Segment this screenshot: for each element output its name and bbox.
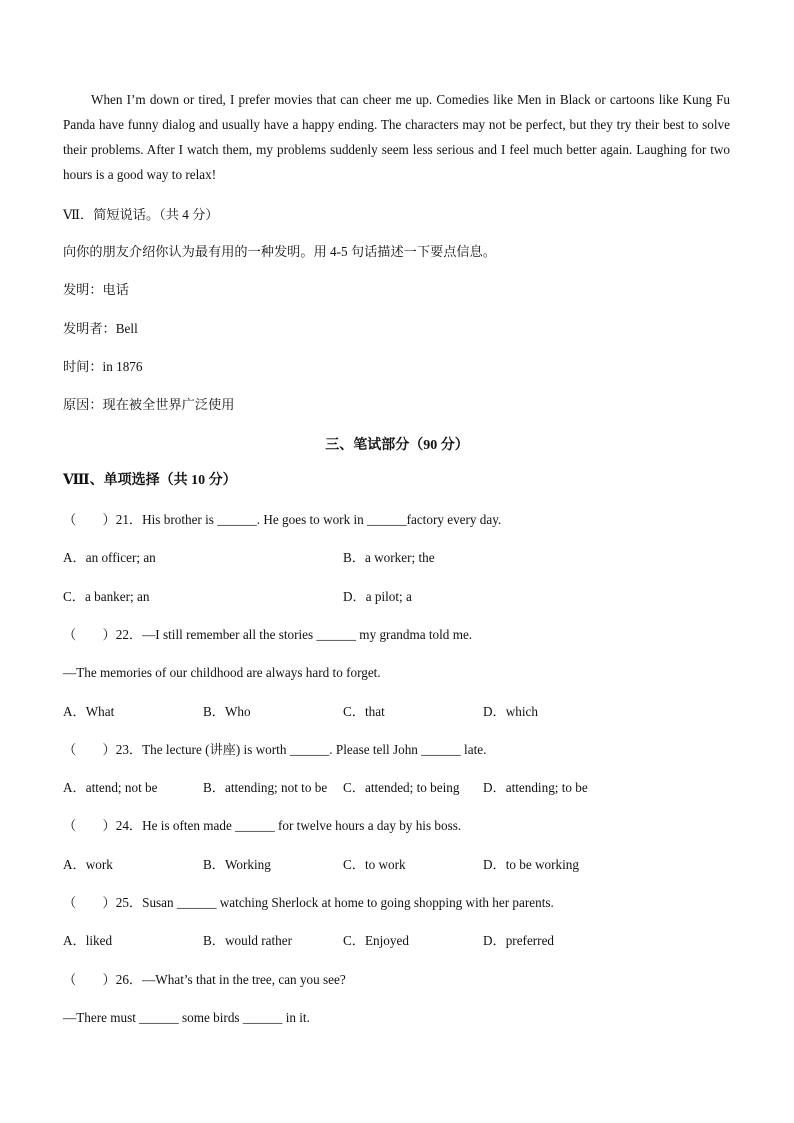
question-22-option-d: D．which — [483, 704, 538, 719]
question-25-option-d: D．preferred — [483, 933, 555, 948]
question-21-stem: （ ）21．His brother is ______. He goes to work in ______factory every day. — [63, 512, 502, 527]
question-23-option-a: A．attend; not be — [63, 780, 158, 795]
question-24-option-d: D．to be working — [483, 857, 579, 872]
question-22-option-b: B．Who — [203, 704, 251, 719]
question-21-option-a: A．an officer; an — [63, 550, 156, 565]
question-25-option-c: C．Enjoyed — [343, 933, 409, 948]
question-26-reply: —There must ______ some birds ______ in it. — [63, 1010, 310, 1025]
inventor-line: 发明者：Bell — [63, 321, 138, 336]
question-22-stem: （ ）22．—I still remember all the stories ______ my grandma told me. — [63, 627, 473, 642]
question-24-option-a: A．work — [63, 857, 113, 872]
question-21-option-c: C．a banker; an — [63, 589, 150, 604]
part-3-title: 三、笔试部分（90 分） — [325, 438, 469, 453]
section-8-title: Ⅷ、单项选择（共 10 分） — [63, 473, 237, 488]
time-line: 时间：in 1876 — [63, 359, 143, 374]
question-25-option-b: B．would rather — [203, 933, 292, 948]
reading-passage: When I’m down or tired, I prefer movies that can cheer me up. Comedies like Men in Black or cartoons like Kung Fu Panda have funny dialog and usually have a happy ending. The characters may not be perfect, but they try their best to solve their problems. After I watch them, my problems suddenly seem less serious and I feel much better again. Laughing for two hours is a good way to relax! — [63, 92, 730, 182]
question-24-option-c: C．to work — [343, 857, 406, 872]
invention-line: 发明：电话 — [63, 282, 129, 297]
question-21-option-d: D．a pilot; a — [343, 589, 412, 604]
section-7-instruction: 向你的朋友介绍你认为最有用的一种发明。用 4-5 句话描述一下要点信息。 — [63, 244, 496, 259]
question-25-stem: （ ）25．Susan ______ watching Sherlock at home to going shopping with her parents. — [63, 895, 554, 910]
question-23-stem: （ ）23．The lecture (讲座) is worth ______. Please tell John ______ late. — [63, 742, 487, 757]
question-23-option-b: B．attending; not to be — [203, 780, 328, 795]
question-22-option-a: A．What — [63, 704, 115, 719]
question-21-option-b: B．a worker; the — [343, 550, 435, 565]
reason-line: 原因：现在被全世界广泛使用 — [63, 397, 235, 412]
question-24-option-b: B．Working — [203, 857, 271, 872]
question-23-option-c: C．attended; to being — [343, 780, 460, 795]
question-22-option-c: C．that — [343, 704, 385, 719]
question-24-stem: （ ）24．He is often made ______ for twelve hours a day by his boss. — [63, 818, 462, 833]
question-23-option-d: D．attending; to be — [483, 780, 588, 795]
question-22-reply: —The memories of our childhood are always hard to forget. — [63, 665, 381, 680]
question-26-stem: （ ）26．—What’s that in the tree, can you see? — [63, 972, 346, 987]
section-7-title: Ⅶ．简短说话。（共 4 分） — [63, 207, 219, 222]
question-25-option-a: A．liked — [63, 933, 113, 948]
